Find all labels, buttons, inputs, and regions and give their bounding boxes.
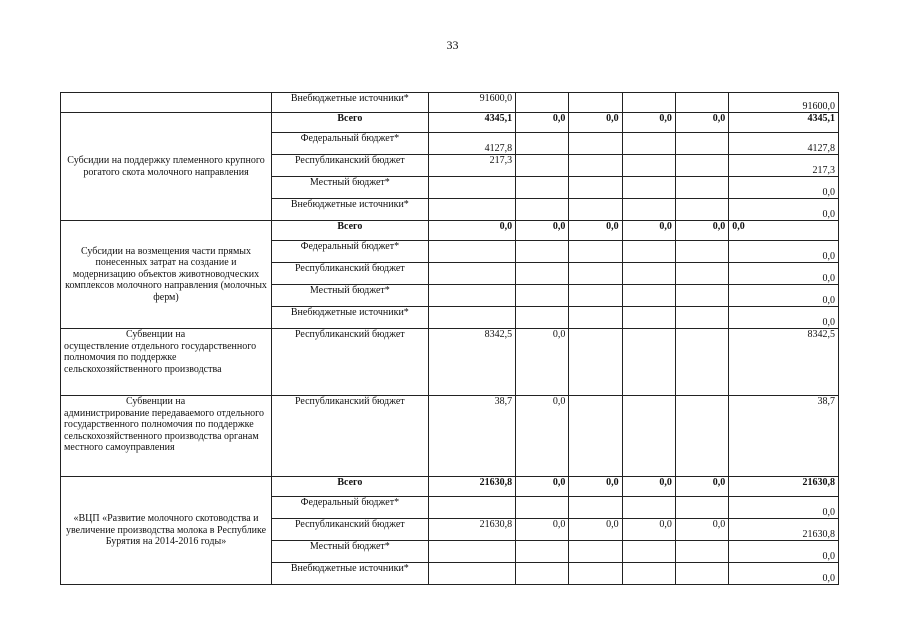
total-cell: 0,0 <box>729 177 839 199</box>
value-cell: 21630,8 <box>428 519 515 541</box>
program-name-cell: Субсидии на поддержку племенного крупного рогатого скота молочного направления <box>61 113 272 221</box>
total-cell: 0,0 <box>729 221 839 241</box>
total-cell: 0,0 <box>729 199 839 221</box>
source-label: Республиканский бюджет <box>272 155 429 177</box>
value-cell: 91600,0 <box>428 93 515 113</box>
source-label: Республиканский бюджет <box>272 263 429 285</box>
value-cell: 0,0 <box>675 477 728 497</box>
source-label: Всего <box>272 477 429 497</box>
total-cell: 4127,8 <box>729 133 839 155</box>
total-cell: 21630,8 <box>729 519 839 541</box>
value-cell: 0,0 <box>675 113 728 133</box>
value-cell: 4345,1 <box>428 113 515 133</box>
budget-table <box>60 92 839 585</box>
total-cell: 21630,8 <box>729 477 839 497</box>
total-cell: 4345,1 <box>729 113 839 133</box>
total-cell: 0,0 <box>729 497 839 519</box>
value-cell: 8342,5 <box>428 329 515 396</box>
value-cell: 0,0 <box>622 221 675 241</box>
program-name-first-line: Субвенции на <box>126 396 186 407</box>
source-label: Республиканский бюджет <box>272 329 429 396</box>
value-cell: 0,0 <box>516 221 569 241</box>
source-label: Местный бюджет* <box>272 285 429 307</box>
program-name-cell: «ВЦП «Развитие молочного скотоводства и увеличение производства молока в Республике Бурятия на 2014-2016 годы» <box>61 477 272 585</box>
value-cell: 0,0 <box>569 477 622 497</box>
page-number: 33 <box>446 38 459 52</box>
value-cell: 217,3 <box>428 155 515 177</box>
value-cell: 0,0 <box>516 113 569 133</box>
source-label: Всего <box>272 113 429 133</box>
value-cell: 0,0 <box>516 329 569 396</box>
value-cell: 0,0 <box>622 113 675 133</box>
value-cell: 0,0 <box>516 519 569 541</box>
total-cell: 8342,5 <box>729 329 839 396</box>
program-name-cell <box>61 396 272 477</box>
program-name-rest: администрирование передаваемого отдельного государственного полномочия по поддержке сельскохозяйственного производства органам местного самоуправления <box>64 407 265 453</box>
total-cell: 0,0 <box>729 285 839 307</box>
value-cell: 0,0 <box>569 221 622 241</box>
value-cell: 0,0 <box>428 221 515 241</box>
value-cell: 0,0 <box>516 396 569 477</box>
source-label: Федеральный бюджет* <box>272 497 429 519</box>
source-label: Республиканский бюджет <box>272 396 429 477</box>
value-cell: 21630,8 <box>428 477 515 497</box>
table-row <box>61 396 839 477</box>
source-label: Местный бюджет* <box>272 541 429 563</box>
source-label: Местный бюджет* <box>272 177 429 199</box>
value-cell: 0,0 <box>675 519 728 541</box>
value-cell: 38,7 <box>428 396 515 477</box>
total-cell: 0,0 <box>729 541 839 563</box>
value-cell: 0,0 <box>622 519 675 541</box>
source-label: Федеральный бюджет* <box>272 241 429 263</box>
total-cell: 217,3 <box>729 155 839 177</box>
total-cell: 91600,0 <box>729 93 839 113</box>
value-cell: 0,0 <box>516 477 569 497</box>
total-cell: 0,0 <box>729 241 839 263</box>
table-row <box>61 93 839 113</box>
table-row <box>61 113 839 133</box>
source-label: Внебюджетные источники* <box>272 307 429 329</box>
program-name-cell: Субсидии на возмещения части прямых понесенных затрат на создание и модернизацию объектов животноводческих комплексов молочного направления (молочных ферм) <box>61 221 272 329</box>
table-row <box>61 329 839 396</box>
source-label: Всего <box>272 221 429 241</box>
value-cell: 4127,8 <box>428 133 515 155</box>
program-name-cell <box>61 329 272 396</box>
source-label: Внебюджетные источники* <box>272 563 429 585</box>
value-cell: 0,0 <box>569 519 622 541</box>
source-label: Федеральный бюджет* <box>272 133 429 155</box>
program-name-rest: осуществление отдельного государственного полномочия по поддержке сельскохозяйственного производства <box>64 340 257 375</box>
table-row <box>61 477 839 497</box>
total-cell: 0,0 <box>729 307 839 329</box>
program-name-first-line: Субвенции на <box>126 329 186 340</box>
total-cell: 0,0 <box>729 563 839 585</box>
total-cell: 0,0 <box>729 263 839 285</box>
source-label: Внебюджетные источники* <box>272 93 429 113</box>
value-cell: 0,0 <box>622 477 675 497</box>
source-label: Республиканский бюджет <box>272 519 429 541</box>
source-label: Внебюджетные источники* <box>272 199 429 221</box>
program-name-cell <box>61 93 272 113</box>
value-cell: 0,0 <box>675 221 728 241</box>
value-cell: 0,0 <box>569 113 622 133</box>
table-row <box>61 221 839 241</box>
total-cell: 38,7 <box>729 396 839 477</box>
